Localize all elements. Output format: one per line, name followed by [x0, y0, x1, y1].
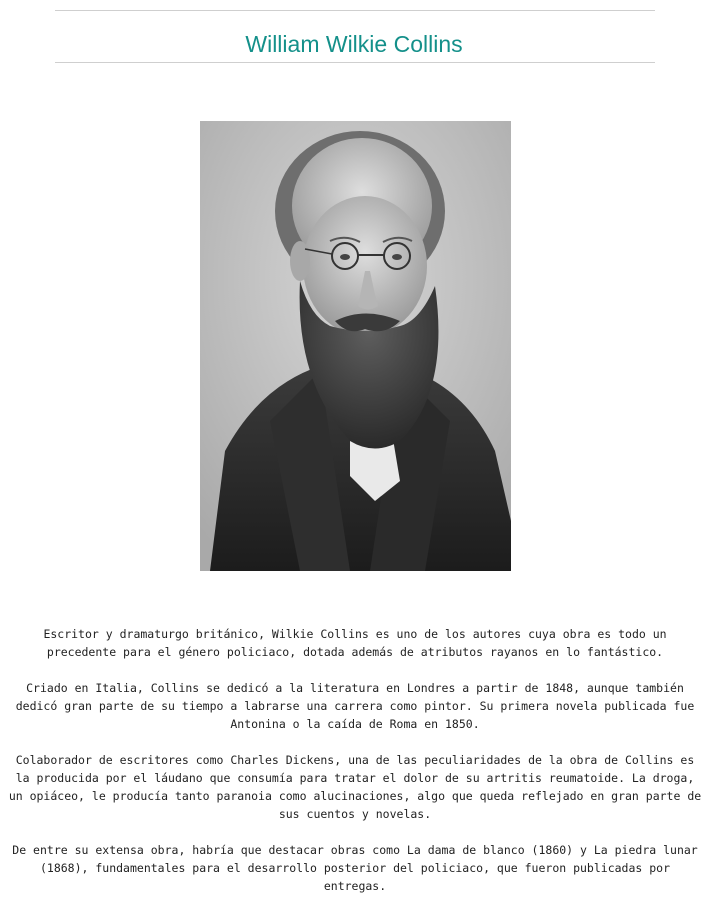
biography-text	[8, 625, 702, 913]
top-divider	[55, 10, 655, 11]
author-portrait-image	[200, 121, 511, 571]
bio-paragraph-4: De entre su extensa obra, habría que destacar obras como La dama de blanco (1860) y La piedra lunar (1868), fundamentales para el desarrollo posterior del policiaco, que fueron publicadas por entregas.	[12, 843, 698, 893]
bio-paragraph-3: Colaborador de escritores como Charles Dickens, una de las peculiaridades de la obra de Collins es la producida por el láudano que consumía para tratar el dolor de su artritis reumatoide. La droga, un opiáceo, le producía tanto paranoia como alucinaciones, algo que queda reflejado en gran parte de sus cuentos y novelas.	[8, 753, 702, 821]
page-title: William Wilkie Collins	[245, 31, 463, 57]
bio-paragraph-1: Escritor y dramaturgo británico, Wilkie Collins es uno de los autores cuya obra es todo un precedente para el género policiaco, dotada además de atributos rayanos en lo fantástico.	[43, 627, 667, 659]
bio-paragraph-2: Criado en Italia, Collins se dedicó a la literatura en Londres a partir de 1848, aunque también dedicó gran parte de su tiempo a labrarse una carrera como pintor. Su primera novela publicada fue Antonina o la caída de Roma en 1850.	[15, 681, 695, 731]
title-divider	[55, 62, 655, 63]
